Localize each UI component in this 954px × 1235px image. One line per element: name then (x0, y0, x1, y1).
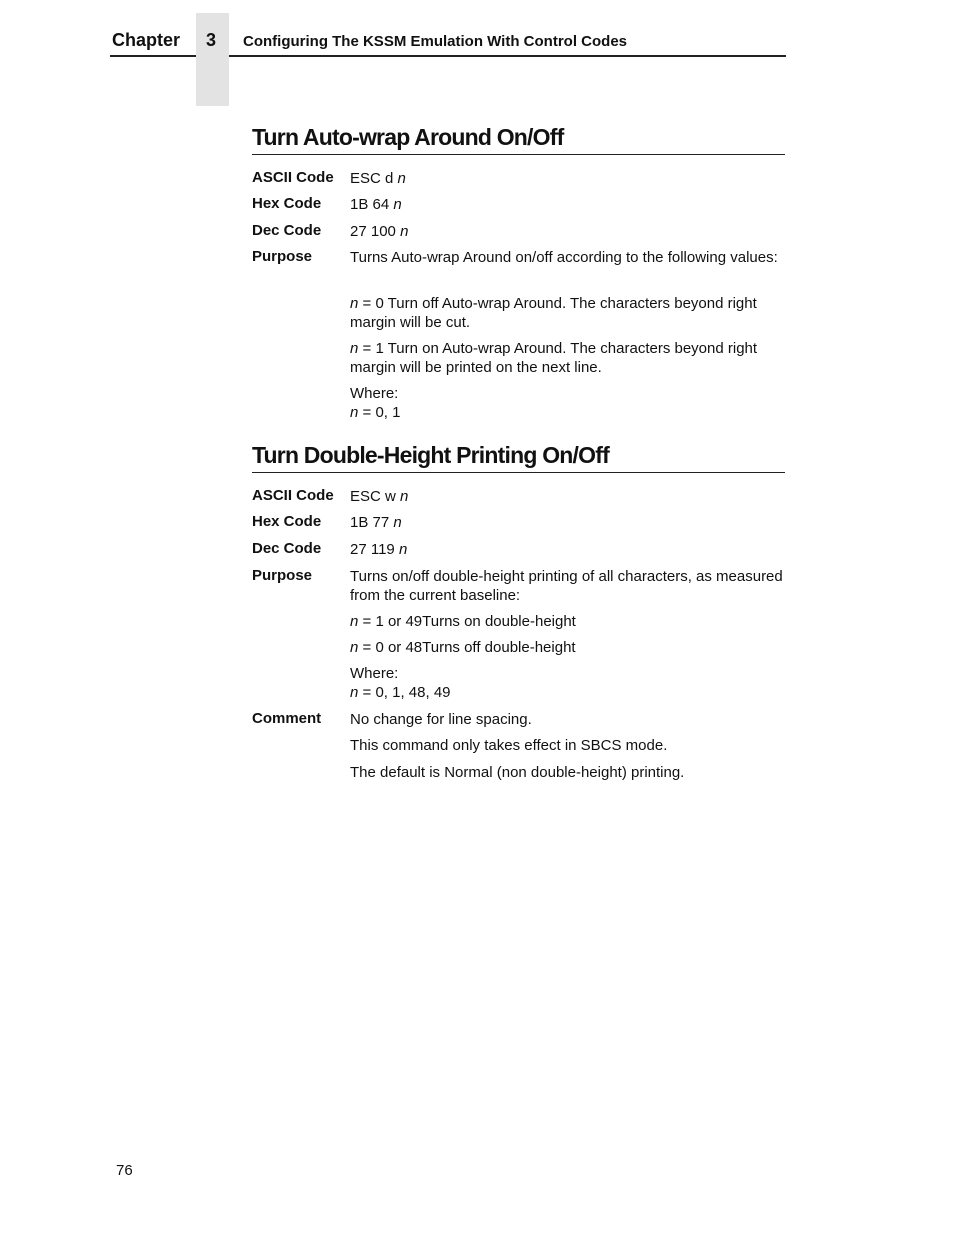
where-values: n = 0, 1 (350, 404, 401, 421)
value-description: n = 0 Turn off Auto-wrap Around. The characters beyond right margin will be cut. (350, 295, 757, 331)
header-rule-left (110, 55, 196, 57)
ascii-code-value: ESC w n (350, 488, 409, 505)
header-rule-right (229, 55, 786, 57)
hex-code-value: 1B 77 n (350, 514, 402, 531)
purpose-text: Turns Auto-wrap Around on/off according to the following values: (350, 249, 778, 266)
value-description: n = 0 or 48Turns off double-height (350, 639, 576, 656)
where-block (350, 664, 790, 702)
where-label: Where: (350, 385, 399, 402)
ascii-code-label: ASCII Code (252, 487, 334, 504)
hex-code-label: Hex Code (252, 513, 322, 530)
value-description: n = 1 or 49Turns on double-height (350, 613, 576, 630)
page-number: 76 (116, 1162, 133, 1179)
comment-text: This command only takes effect in SBCS mode. (350, 737, 668, 754)
dec-code-label: Dec Code (252, 222, 322, 239)
section-title-auto-wrap: Turn Auto-wrap Around On/Off (252, 124, 785, 155)
purpose-label: Purpose (252, 567, 313, 584)
comment-text: The default is Normal (non double-height) printing. (350, 764, 685, 781)
hex-code-label: Hex Code (252, 195, 322, 212)
chapter-label: Chapter (112, 30, 181, 50)
running-header-title: Configuring The KSSM Emulation With Control Codes (243, 33, 628, 50)
section-title-double-height: Turn Double-Height Printing On/Off (252, 442, 785, 473)
purpose-text: Turns on/off double-height printing of all characters, as measured from the current baseline: (350, 568, 783, 604)
ascii-code-value: ESC d n (350, 170, 406, 187)
ascii-code-label: ASCII Code (252, 169, 334, 186)
where-values: n = 0, 1, 48, 49 (350, 684, 451, 701)
dec-code-value: 27 119 n (350, 541, 408, 558)
value-description: n = 1 Turn on Auto-wrap Around. The characters beyond right margin will be printed on the next line. (350, 340, 758, 376)
hex-code-value: 1B 64 n (350, 196, 402, 213)
where-block (350, 384, 790, 422)
purpose-label: Purpose (252, 248, 313, 265)
chapter-number: 3 (205, 30, 216, 50)
dec-code-label: Dec Code (252, 540, 322, 557)
comment-label: Comment (252, 710, 322, 727)
dec-code-value: 27 100 n (350, 223, 409, 240)
chapter-tab (196, 13, 229, 106)
where-label: Where: (350, 665, 399, 682)
comment-text: No change for line spacing. (350, 711, 532, 728)
